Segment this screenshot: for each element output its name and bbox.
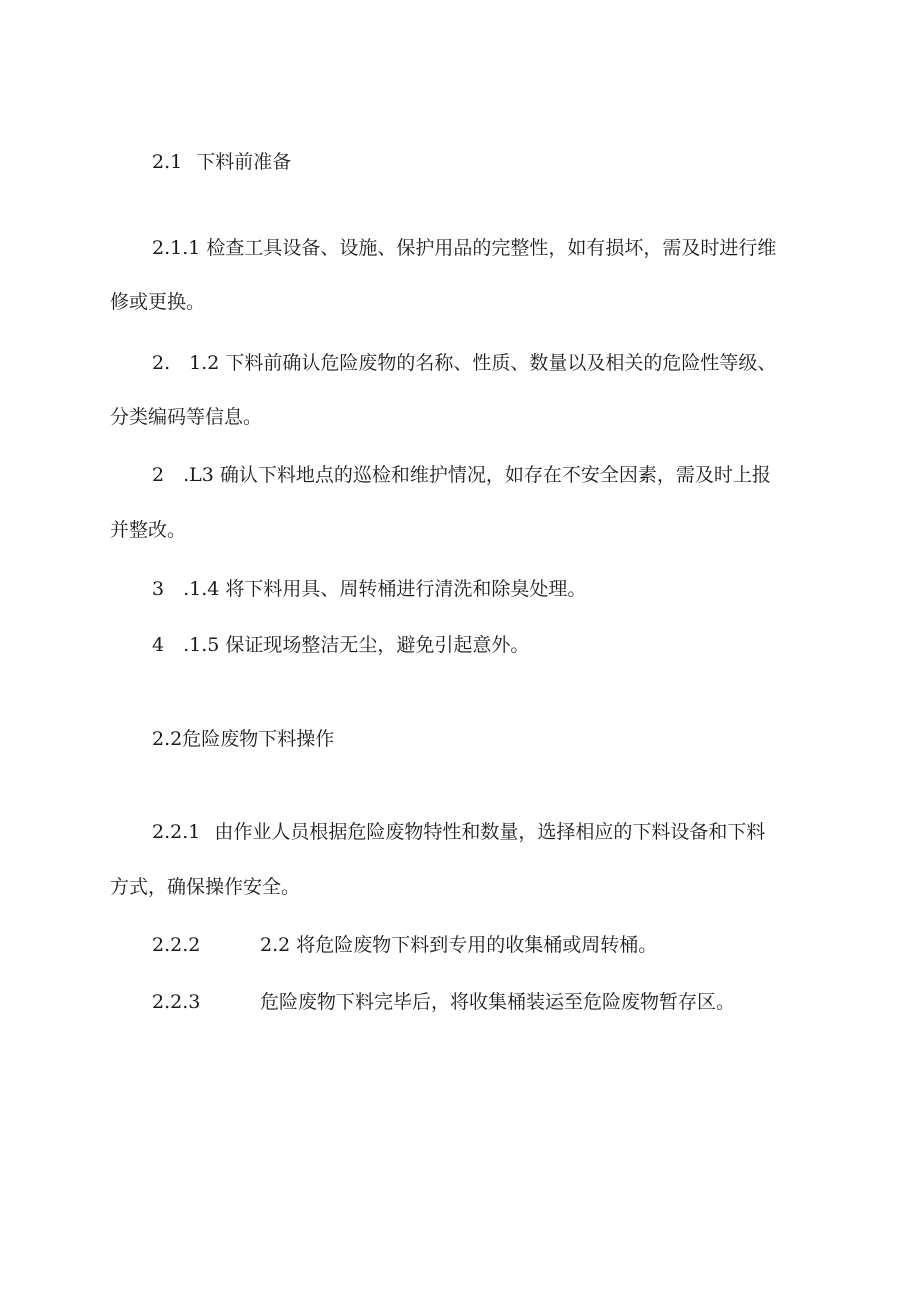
item-1-4 (152, 577, 586, 601)
item-2-1-3 (152, 463, 771, 487)
item-number: 2.2.1 (152, 821, 201, 843)
item-2-2-1 (152, 820, 765, 844)
item-2-2-1-continuation (110, 875, 300, 899)
item-2-1-3-continuation (110, 518, 186, 542)
item-text-continued: 分类编码等信息。 (110, 406, 263, 428)
item-number: 2.2.3 (152, 991, 201, 1013)
item-2-1-2-continuation (110, 405, 262, 429)
item-text-continued: 并整改。 (110, 519, 187, 541)
item-2-1-1-continuation (110, 290, 205, 314)
section-number: 2.2 (152, 728, 183, 750)
section-number: 2.1 (152, 151, 183, 173)
item-2-2-3 (152, 990, 735, 1014)
section-heading-2-1 (152, 150, 291, 174)
section-heading-2-2 (152, 727, 334, 751)
item-text: 2.2 将危险废物下料到专用的收集桶或周转桶。 (260, 934, 658, 956)
item-2-1-2 (152, 351, 776, 375)
item-text: 检查工具设备、设施、保护用品的完整性，如有损坏，需及时进行维 (206, 237, 777, 259)
item-number: 2 .L3 (152, 464, 214, 486)
item-text-continued: 方式，确保操作安全。 (110, 876, 301, 898)
item-text: 危险废物下料完毕后，将收集桶装运至危险废物暂存区。 (260, 991, 736, 1013)
section-title: 危险废物下料操作 (182, 728, 335, 750)
section-title: 下料前准备 (196, 151, 292, 173)
item-text: 下料前确认危险废物的名称、性质、数量以及相关的危险性等级、 (225, 352, 777, 374)
item-text: 由作业人员根据危险废物特性和数量，选择相应的下料设备和下料 (214, 821, 766, 843)
item-text-continued: 修或更换。 (110, 291, 206, 313)
item-number: 2. 1.2 (152, 352, 220, 374)
item-2-1-1 (152, 236, 776, 260)
item-2-2-2 (152, 933, 657, 957)
item-1-5 (152, 633, 529, 657)
item-text: 将下料用具、周转桶进行清洗和除臭处理。 (225, 578, 587, 600)
item-number: 2.1.1 (152, 237, 201, 259)
item-text: 保证现场整洁无尘，避免引起意外。 (225, 634, 530, 656)
item-number: 2.2.2 (152, 934, 201, 956)
item-text: 确认下料地点的巡检和维护情况，如存在不安全因素，需及时上报 (219, 464, 771, 486)
item-number: 4 .1.5 (152, 634, 220, 656)
item-number: 3 .1.4 (152, 578, 220, 600)
